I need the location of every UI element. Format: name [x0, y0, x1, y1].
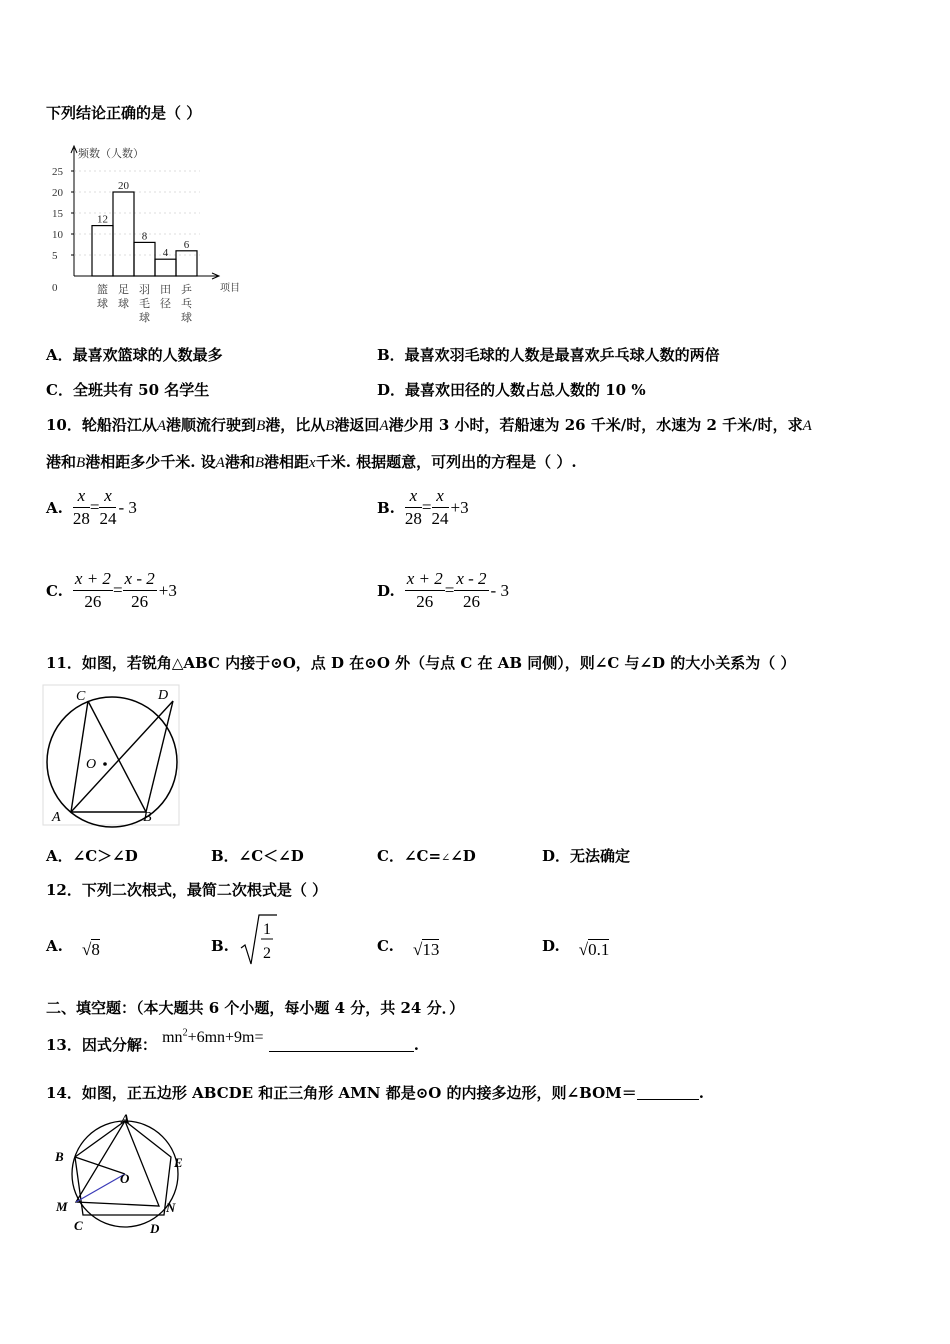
option-label: C. [377, 937, 394, 955]
q10-text: 港和 [46, 453, 77, 471]
sqrt-expression [82, 940, 100, 959]
q10-option-a [46, 486, 137, 529]
category-label: 球 [118, 298, 129, 310]
option-label: D. [542, 937, 560, 955]
denominator: 26 [416, 592, 434, 611]
q10-var: A [156, 418, 167, 434]
q11-option-b: B．∠C＜∠D [211, 847, 304, 865]
category-label: 足 [118, 284, 129, 296]
label-d: D [150, 1221, 160, 1236]
numerator: x [73, 486, 90, 508]
q12-option-d [542, 936, 610, 959]
label-e: E [174, 1155, 183, 1170]
q9-option-a: A．最喜欢篮球的人数最多 [46, 346, 223, 364]
q11-option-c [377, 845, 476, 866]
q11-option-d: D．无法确定 [542, 847, 631, 865]
radicand: 13 [422, 940, 440, 959]
fraction [123, 569, 157, 612]
denominator: 26 [84, 592, 102, 611]
numerator: x [405, 486, 422, 508]
q10-option-b [377, 486, 469, 529]
q9-bar-chart [50, 140, 260, 330]
label-c: C [76, 689, 86, 704]
denominator: 24 [99, 509, 117, 528]
bar [176, 251, 197, 276]
q10-var: B [76, 455, 86, 471]
equals: = [444, 580, 455, 600]
label-o: O [120, 1171, 130, 1186]
q10-text: 港顺流行驶到 [166, 416, 257, 434]
option-text: C．∠C= [377, 847, 442, 865]
option-label: C. [46, 581, 63, 600]
expr-part: +6mn+9m= [187, 1029, 264, 1046]
segment-bo [75, 1157, 125, 1174]
section-title: 二、填空题：（本大题共 6 个小题，每小题 4 分，共 24 分．） [46, 999, 465, 1017]
q14-pentagon-figure [50, 1112, 195, 1240]
segment-cb [88, 701, 146, 812]
option-label: D. [377, 581, 395, 600]
fraction [405, 569, 445, 612]
fraction [432, 486, 449, 529]
q10-var: A [379, 418, 389, 434]
numerator: 1 [263, 921, 271, 938]
q13-answer-blank[interactable] [269, 1037, 414, 1052]
q12-stem: 12．下列二次根式，最简二次根式是（ ） [46, 881, 328, 899]
q13-label: 13．因式分解： [46, 1036, 157, 1054]
q10-text: 千米. 根据题意，可列出的方程是（ ）. [315, 453, 577, 471]
numerator: x [99, 486, 116, 508]
y-tick-label: 15 [52, 208, 63, 220]
q11-circle-figure [42, 684, 182, 830]
q10-line2 [46, 451, 577, 472]
equation-tail: +3 [158, 580, 177, 600]
radical-sign: √ [578, 940, 589, 959]
numerator: x - 2 [454, 569, 488, 591]
q14-answer-blank[interactable] [637, 1085, 699, 1100]
label-a: A [52, 810, 61, 825]
fraction [454, 569, 488, 612]
q9-option-d: D．最喜欢田径的人数占总人数的 10 % [377, 381, 646, 399]
q14-end: . [698, 1084, 704, 1102]
category-label: 球 [97, 298, 108, 310]
category-label: 毛 [139, 298, 150, 310]
q10-text: 港和 [224, 453, 255, 471]
q10-var: A [802, 418, 812, 434]
q14-line [46, 1082, 704, 1103]
q10-var: x [309, 455, 316, 471]
numerator: x [432, 486, 449, 508]
bar-value-label: 4 [162, 247, 169, 260]
q10-text: 港少用 3 小时，若船速为 26 千米/时，水速为 2 千米/时，求 [388, 416, 803, 434]
y-tick-label: 25 [52, 166, 63, 178]
figure-frame [43, 685, 179, 825]
y-tick-label: 10 [52, 229, 63, 241]
denominator: 2 [263, 945, 271, 962]
bar-value-label: 6 [183, 238, 190, 251]
q10-option-d [377, 569, 509, 612]
equation-tail: - 3 [490, 580, 509, 600]
q10-var: B [254, 455, 264, 471]
numerator: x + 2 [405, 569, 445, 591]
q9-option-c: C．全班共有 50 名学生 [46, 381, 210, 399]
q12-option-b [211, 912, 271, 962]
q13-line [46, 1027, 419, 1055]
segment-mo [76, 1174, 125, 1202]
category-label: 球 [139, 312, 150, 324]
y-tick-label: 5 [52, 250, 58, 262]
label-b: B [55, 1149, 64, 1164]
x-axis-title: 项目 [220, 283, 240, 294]
equation-tail: +3 [450, 497, 469, 517]
q9-option-b: B．最喜欢羽毛球的人数是最喜欢乒乓球人数的两倍 [377, 346, 720, 364]
category-label: 田 [160, 284, 171, 296]
bar-value-label: 20 [118, 180, 129, 192]
label-d: D [158, 688, 169, 703]
radicand: 8 [91, 940, 100, 959]
radicand: 0.1 [588, 940, 610, 959]
equals: = [112, 580, 123, 600]
expr-part: mn [162, 1029, 183, 1046]
bar [134, 242, 155, 276]
numerator: x - 2 [123, 569, 157, 591]
label-c: C [74, 1218, 83, 1233]
q10-text: 港返回 [334, 416, 380, 434]
q10-text: 10．轮船沿江从 [46, 416, 157, 434]
denominator: 26 [131, 592, 149, 611]
q10-text: 港相距 [264, 453, 310, 471]
denominator: 24 [431, 509, 449, 528]
fraction [405, 486, 422, 529]
denominator: 26 [462, 592, 480, 611]
q11-stem: 11．如图，若锐角△ABC 内接于⊙O，点 D 在⊙O 外（与点 C 在 AB 同侧），则∠C 与∠D 的大小关系为（ ） [46, 654, 796, 672]
option-label: A. [46, 937, 63, 955]
equation-tail: - 3 [118, 497, 137, 517]
q13-expression [162, 1029, 263, 1046]
radical-sign: √ [81, 940, 92, 959]
option-label: A. [46, 498, 63, 517]
fraction [73, 569, 113, 612]
expr-exponent: 2 [182, 1027, 188, 1039]
sqrt-expression [413, 940, 439, 959]
option-text: ∠D [450, 847, 476, 865]
label-b: B [143, 810, 152, 825]
category-label: 羽 [139, 284, 150, 296]
q11-option-a: A．∠C＞∠D [46, 847, 138, 865]
bar [155, 259, 176, 276]
bar-value-label: 12 [97, 213, 108, 226]
category-label: 乒 [181, 284, 192, 296]
q13-end: . [413, 1036, 419, 1054]
bar-value-label: 8 [141, 230, 148, 243]
y-tick-label: 0 [52, 282, 58, 294]
q10-var: B [325, 418, 335, 434]
q9-stem: 下列结论正确的是（ ） [46, 104, 202, 122]
option-label: B. [377, 498, 395, 517]
category-label: 乓 [181, 298, 192, 310]
q10-var: B [256, 418, 266, 434]
label-n: N [166, 1200, 176, 1215]
q14-stem: 14．如图，正五边形 ABCDE 和正三角形 AMN 都是⊙O 的内接多边形，则∠BOM＝ [46, 1084, 637, 1102]
center-point [103, 762, 107, 766]
option-label: B. [211, 937, 229, 955]
angle-symbol: ∠ [441, 851, 451, 864]
sqrt-expression [579, 940, 610, 959]
fraction [99, 486, 116, 529]
fraction [73, 486, 90, 529]
q10-line1 [46, 414, 812, 435]
triangle-amn [76, 1121, 159, 1206]
label-m: M [56, 1199, 68, 1214]
numerator: x + 2 [73, 569, 113, 591]
y-axis-title: 频数（人数） [78, 148, 144, 160]
bar [92, 226, 113, 276]
q10-option-c [46, 569, 177, 612]
q12-option-a [46, 936, 100, 959]
category-label: 径 [160, 298, 171, 310]
denominator: 28 [72, 509, 90, 528]
sqrt-half [239, 912, 279, 968]
y-tick-label: 20 [52, 187, 63, 199]
q10-text: 港相距多少千米. 设 [85, 453, 216, 471]
q12-option-c [377, 936, 440, 959]
label-o: O [86, 757, 97, 772]
label-a: A [121, 1112, 130, 1126]
category-label: 球 [181, 312, 192, 324]
equals: = [89, 497, 100, 517]
equals: = [421, 497, 432, 517]
radical-sign: √ [413, 940, 423, 959]
q10-text: 港，比从 [265, 416, 326, 434]
q10-var: A [215, 455, 225, 471]
denominator: 28 [404, 509, 422, 528]
category-label: 篮 [97, 284, 108, 296]
